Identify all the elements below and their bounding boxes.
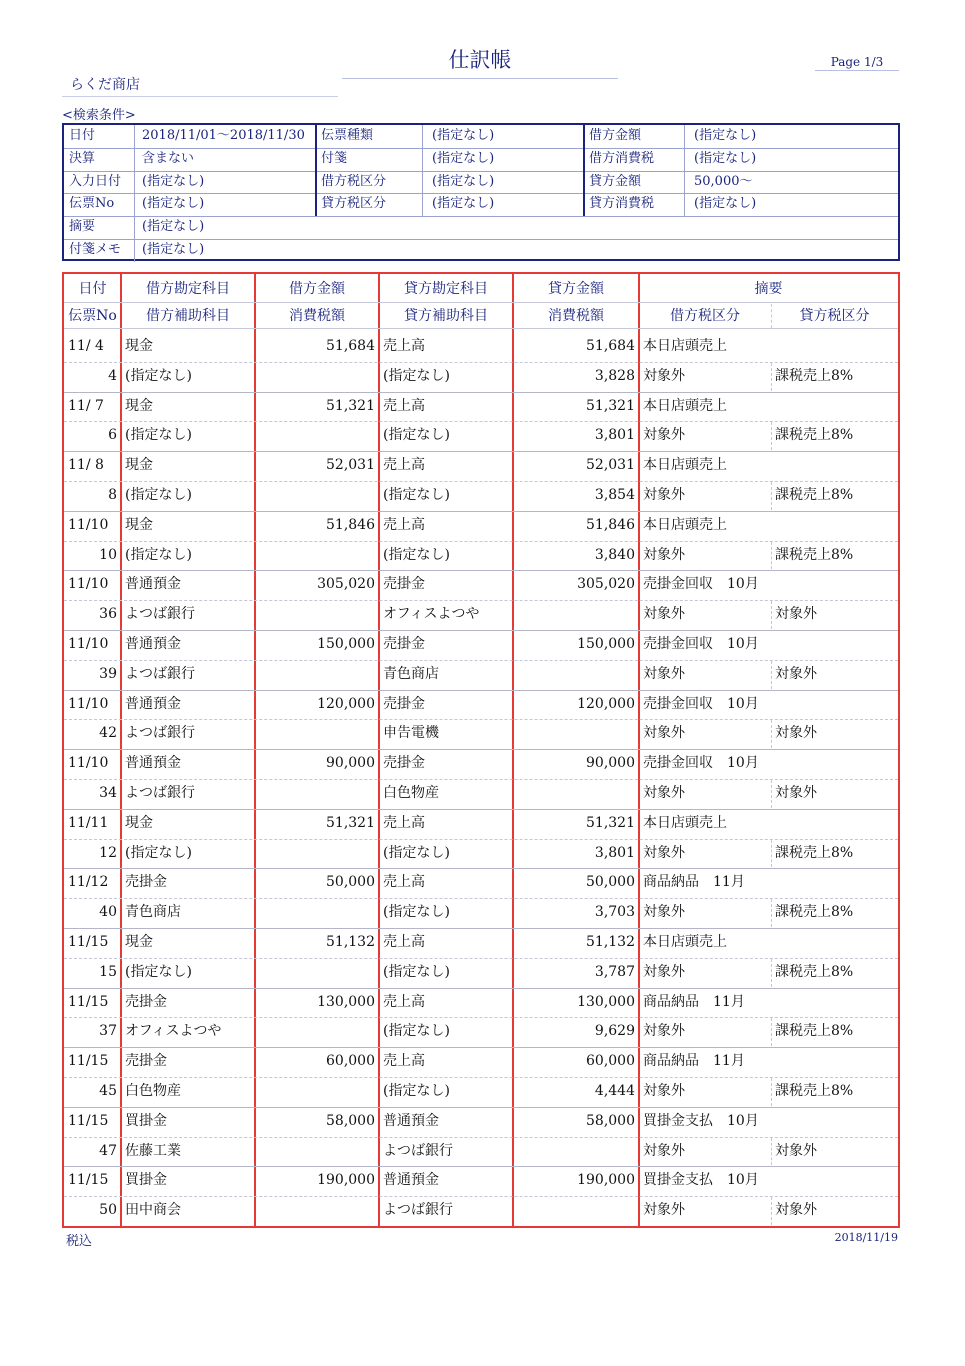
condition-value: 50,000～ [694,173,753,189]
credit-tax-amount: 3,828 [594,367,635,384]
row-divider [64,958,898,959]
debit-amount: 60,000 [326,1053,375,1070]
entry-memo: 商品納品 11月 [643,874,745,891]
header-divider [64,302,898,303]
row-divider [64,1137,898,1138]
print-date: 2018/11/19 [834,1231,898,1244]
tax-class-divider [771,959,772,987]
tax-class-divider [771,1018,772,1046]
credit-sub-account: (指定なし) [383,1083,450,1099]
credit-amount: 52,031 [586,457,635,474]
column-header-debit-sub: 借方補助科目 [146,308,230,324]
credit-tax-amount: 3,854 [594,487,635,503]
condition-label: 貸方金額 [589,173,642,189]
company-name: らくだ商店 [62,74,338,97]
debit-tax-class: 対象外 [643,725,685,742]
tax-class-divider [771,363,772,391]
row-divider [64,660,898,661]
page-title: 仕訳帳 [342,44,618,79]
tax-class-divider [771,1078,772,1106]
condition-value: (指定なし) [432,173,495,189]
debit-account: 普通預金 [125,636,181,652]
credit-sub-account: (指定なし) [383,367,450,384]
debit-tax-amount [255,660,379,689]
debit-sub-account: (指定なし) [125,963,192,980]
debit-tax-class: 対象外 [643,367,685,384]
credit-amount: 190,000 [577,1172,635,1189]
debit-account: 売掛金 [125,993,167,1010]
credit-amount: 51,132 [586,934,635,950]
credit-sub-account: (指定なし) [383,546,450,563]
credit-sub-account: (指定なし) [383,904,450,921]
credit-tax-class: 対象外 [775,1142,817,1159]
condition-row [64,171,898,195]
condition-label: 入力日付 [69,173,122,189]
debit-amount: 58,000 [326,1112,375,1129]
credit-account: 売掛金 [383,695,425,712]
credit-tax-class: 課税売上8% [775,546,854,563]
entry-date: 11/10 [68,695,109,712]
row-divider [64,839,898,840]
credit-sub-account: よつば銀行 [383,1202,453,1219]
entry-memo: 本日店頭売上 [643,397,727,414]
credit-tax-amount: 3,703 [594,904,635,921]
credit-tax-class: 対象外 [775,606,817,623]
row-divider [64,362,898,363]
credit-amount: 51,846 [586,516,635,533]
credit-tax-class: 対象外 [775,725,817,742]
condition-divider [684,125,685,216]
voucher-number: 8 [108,487,117,503]
entry-date: 11/11 [68,814,109,831]
tax-class-divider [771,601,772,629]
tax-class-divider [771,542,772,570]
voucher-number: 47 [99,1142,117,1159]
debit-sub-account: よつば銀行 [125,606,195,623]
condition-value: (指定なし) [142,173,205,189]
entry-memo: 本日店頭売上 [643,338,727,354]
credit-sub-account: (指定なし) [383,427,450,444]
debit-account: 普通預金 [125,695,181,712]
entry-memo: 売掛金回収 10月 [643,636,759,652]
condition-label: 伝票No [69,196,115,212]
entry-date: 11/15 [68,993,109,1010]
debit-tax-amount [255,779,379,808]
debit-tax-amount [255,1017,379,1046]
condition-value: (指定なし) [432,150,495,166]
debit-sub-account: (指定なし) [125,427,192,444]
debit-account: 普通預金 [125,576,181,593]
credit-sub-account: (指定なし) [383,963,450,980]
row-divider [64,600,898,601]
row-divider [64,541,898,542]
column-header-debit-tax-class: 借方税区分 [670,308,740,324]
tax-class-divider [771,1197,772,1225]
debit-account: 現金 [125,338,153,354]
credit-tax-amount: 9,629 [594,1023,635,1040]
credit-sub-account: (指定なし) [383,844,450,861]
condition-label: 摘要 [69,219,96,235]
row-divider [64,1077,898,1078]
entry-memo: 買掛金支払 10月 [643,1172,759,1189]
credit-tax-class: 課税売上8% [775,367,854,384]
column-header-credit-account: 貸方勘定科目 [404,281,488,297]
debit-amount: 90,000 [326,755,375,772]
condition-value: (指定なし) [142,242,205,257]
voucher-number: 12 [99,844,117,861]
credit-account: 売掛金 [383,755,425,772]
credit-account: 売上高 [383,457,425,474]
debit-amount: 50,000 [326,874,375,891]
debit-tax-class: 対象外 [643,1083,685,1099]
credit-account: 売上高 [383,397,425,414]
credit-amount: 51,321 [586,397,635,414]
credit-sub-account: オフィスよつや [383,606,480,623]
condition-label: 日付 [69,128,96,143]
debit-tax-amount [255,958,379,987]
column-header-voucher-no: 伝票No [68,308,117,324]
credit-tax-amount: 3,801 [594,844,635,861]
voucher-number: 42 [99,725,117,742]
entry-date: 11/12 [68,874,109,891]
column-header-debit-amount: 借方金額 [289,281,345,297]
tax-class-divider [771,840,772,868]
debit-tax-class: 対象外 [643,1142,685,1159]
debit-account: 買掛金 [125,1112,167,1129]
credit-amount: 120,000 [577,695,635,712]
condition-divider [422,125,423,216]
voucher-number: 10 [99,546,117,563]
condition-label: 伝票種類 [321,128,374,143]
credit-account: 売上高 [383,338,425,354]
credit-tax-class: 課税売上8% [775,487,854,503]
credit-amount: 305,020 [577,576,635,593]
credit-sub-account: 申告電機 [383,725,439,742]
debit-sub-account: (指定なし) [125,487,192,503]
credit-sub-account: よつば銀行 [383,1142,453,1159]
entry-date: 11/15 [68,1053,109,1070]
debit-tax-amount [255,421,379,450]
entry-date: 11/15 [68,1172,109,1189]
credit-account: 売上高 [383,1053,425,1070]
credit-amount: 90,000 [586,755,635,772]
row-divider [64,719,898,720]
tax-class-divider [771,720,772,748]
voucher-number: 40 [99,904,117,921]
debit-sub-account: (指定なし) [125,367,192,384]
row-divider [64,1196,898,1197]
row-divider [64,1017,898,1018]
debit-account: 買掛金 [125,1172,167,1189]
credit-account: 売上高 [383,516,425,533]
credit-tax-amount: 3,840 [594,546,635,563]
tax-class-divider [771,661,772,689]
column-header-credit-tax: 消費税額 [548,308,604,324]
credit-amount: 150,000 [577,636,635,652]
credit-tax-class: 課税売上8% [775,1023,854,1040]
debit-account: 現金 [125,934,153,950]
credit-tax-class: 対象外 [775,1202,817,1219]
debit-sub-account: 田中商会 [125,1202,181,1219]
column-header-credit-amount: 貸方金額 [548,281,604,297]
entry-date: 11/10 [68,636,109,652]
voucher-number: 50 [99,1202,117,1219]
credit-account: 売上高 [383,814,425,831]
column-header-memo: 摘要 [754,281,783,297]
debit-account: 現金 [125,814,153,831]
credit-tax-class: 課税売上8% [775,904,854,921]
debit-amount: 51,684 [326,338,375,354]
debit-tax-amount [255,1137,379,1166]
condition-divider [583,125,585,216]
row-divider [64,481,898,482]
debit-tax-amount [255,481,379,510]
debit-sub-account: よつば銀行 [125,725,195,742]
debit-account: 売掛金 [125,874,167,891]
credit-amount: 130,000 [577,993,635,1010]
voucher-number: 36 [99,606,117,623]
condition-row [64,148,898,172]
condition-label: 借方消費税 [589,150,655,166]
debit-account: 普通預金 [125,755,181,772]
debit-tax-amount [255,600,379,629]
entry-date: 11/ 8 [68,457,104,474]
entry-memo: 本日店頭売上 [643,516,727,533]
debit-account: 現金 [125,516,153,533]
credit-account: 売上高 [383,874,425,891]
credit-tax-amount: 3,801 [594,427,635,444]
credit-tax-class: 課税売上8% [775,844,854,861]
column-header-date: 日付 [78,281,107,297]
row-divider [64,898,898,899]
debit-tax-amount [255,898,379,927]
entry-date: 11/10 [68,576,109,593]
debit-tax-class: 対象外 [643,665,685,682]
debit-account: 現金 [125,457,153,474]
debit-amount: 130,000 [317,993,375,1010]
debit-tax-amount [255,839,379,868]
credit-sub-account: (指定なし) [383,487,450,503]
tax-class-divider [771,780,772,808]
credit-tax-amount [513,1196,639,1225]
condition-label: 貸方消費税 [589,196,655,212]
debit-tax-class: 対象外 [643,904,685,921]
credit-sub-account: 青色商店 [383,665,439,682]
entry-date: 11/ 4 [68,338,104,354]
condition-value: (指定なし) [694,150,757,166]
debit-sub-account: 佐藤工業 [125,1142,181,1159]
column-header-debit-account: 借方勘定科目 [146,281,230,297]
credit-tax-amount [513,1137,639,1166]
debit-sub-account: よつば銀行 [125,665,195,682]
debit-sub-account: (指定なし) [125,844,192,861]
debit-sub-account: 白色物産 [125,1083,181,1099]
entry-memo: 売掛金回収 10月 [643,576,759,593]
entry-memo: 商品納品 11月 [643,993,745,1010]
debit-tax-amount [255,1077,379,1106]
credit-account: 普通預金 [383,1112,439,1129]
condition-value: (指定なし) [432,196,495,212]
debit-sub-account: オフィスよつや [125,1023,222,1040]
credit-tax-class: 対象外 [775,785,817,801]
entry-memo: 本日店頭売上 [643,814,727,831]
credit-tax-amount [513,779,639,808]
tax-class-divider [771,422,772,450]
condition-value: (指定なし) [432,128,495,143]
debit-tax-amount [255,362,379,391]
credit-tax-amount [513,600,639,629]
column-header-credit-sub: 貸方補助科目 [404,308,488,324]
voucher-number: 45 [99,1083,117,1099]
credit-amount: 60,000 [586,1053,635,1070]
column-header-credit-tax-class: 貸方税区分 [799,308,870,324]
debit-tax-class: 対象外 [643,963,685,980]
credit-tax-amount: 4,444 [594,1083,635,1099]
condition-row [64,239,898,262]
voucher-number: 39 [99,665,117,682]
condition-label: 決算 [69,150,96,166]
debit-tax-class: 対象外 [643,427,685,444]
credit-account: 普通預金 [383,1172,439,1189]
debit-sub-account: (指定なし) [125,546,192,563]
entry-memo: 本日店頭売上 [643,457,727,474]
credit-account: 売上高 [383,934,425,950]
row-divider [64,779,898,780]
voucher-number: 34 [99,785,117,801]
debit-tax-class: 対象外 [643,606,685,623]
entry-date: 11/15 [68,934,109,950]
condition-label: 付箋 [321,150,348,166]
debit-amount: 120,000 [317,695,375,712]
debit-tax-class: 対象外 [643,546,685,563]
header-subdivider [771,304,772,328]
credit-amount: 50,000 [586,874,635,891]
condition-label: 借方税区分 [321,173,387,189]
credit-tax-amount [513,660,639,689]
search-conditions-box [62,123,900,261]
credit-tax-class: 課税売上8% [775,427,854,444]
page-number: Page 1/3 [815,55,899,71]
credit-amount: 58,000 [586,1112,635,1129]
debit-tax-class: 対象外 [643,844,685,861]
condition-divider [315,125,317,216]
tax-class-divider [771,482,772,510]
debit-sub-account: 青色商店 [125,904,181,921]
entry-memo: 売掛金回収 10月 [643,695,759,712]
debit-amount: 150,000 [317,636,375,652]
debit-amount: 190,000 [317,1172,375,1189]
entry-date: 11/10 [68,516,109,533]
debit-tax-class: 対象外 [643,1023,685,1040]
tax-included-note: 税込 [66,1234,93,1249]
debit-tax-amount [255,719,379,748]
credit-account: 売掛金 [383,576,425,593]
debit-tax-class: 対象外 [643,785,685,801]
credit-tax-amount [513,719,639,748]
debit-tax-amount [255,541,379,570]
condition-value: 含まない [142,150,195,166]
entry-date: 11/10 [68,755,109,772]
condition-row [64,216,898,240]
entry-memo: 売掛金回収 10月 [643,755,759,772]
voucher-number: 6 [108,427,117,444]
condition-divider [134,125,135,262]
condition-value: (指定なし) [142,196,205,212]
credit-sub-account: 白色物産 [383,785,439,801]
condition-value: (指定なし) [142,219,205,235]
debit-account: 売掛金 [125,1053,167,1070]
condition-label: 借方金額 [589,128,642,143]
condition-label: 付箋メモ [69,242,122,257]
credit-amount: 51,321 [586,814,635,831]
entry-date: 11/15 [68,1112,109,1129]
entry-memo: 商品納品 11月 [643,1053,745,1070]
tax-class-divider [771,1138,772,1166]
debit-tax-amount [255,1196,379,1225]
credit-tax-class: 対象外 [775,665,817,682]
debit-amount: 51,132 [326,934,375,950]
entry-memo: 買掛金支払 10月 [643,1112,759,1129]
credit-tax-class: 課税売上8% [775,963,854,980]
condition-value: (指定なし) [694,128,757,143]
debit-tax-class: 対象外 [643,487,685,503]
column-header-debit-tax: 消費税額 [289,308,345,324]
credit-tax-class: 課税売上8% [775,1083,854,1099]
condition-row [64,193,898,217]
voucher-number: 15 [99,963,117,980]
debit-sub-account: よつば銀行 [125,785,195,801]
credit-tax-amount: 3,787 [594,963,635,980]
search-conditions-heading: <検索条件> [62,108,136,123]
debit-amount: 51,846 [326,516,375,533]
voucher-number: 37 [99,1023,117,1040]
debit-amount: 52,031 [326,457,375,474]
entry-date: 11/ 7 [68,397,104,414]
credit-sub-account: (指定なし) [383,1023,450,1040]
voucher-number: 4 [108,367,117,384]
debit-amount: 305,020 [317,576,375,593]
credit-account: 売上高 [383,993,425,1010]
debit-account: 現金 [125,397,153,414]
condition-row [64,125,898,149]
debit-amount: 51,321 [326,397,375,414]
entry-memo: 本日店頭売上 [643,934,727,950]
condition-label: 貸方税区分 [321,196,387,212]
tax-class-divider [771,899,772,927]
debit-tax-class: 対象外 [643,1202,685,1219]
row-divider [64,421,898,422]
journal-table [62,272,900,1228]
condition-value: (指定なし) [694,196,757,212]
condition-value: 2018/11/01～2018/11/30 [142,128,305,143]
debit-amount: 51,321 [326,814,375,831]
credit-amount: 51,684 [586,338,635,354]
credit-account: 売掛金 [383,636,425,652]
header-divider [64,328,898,329]
